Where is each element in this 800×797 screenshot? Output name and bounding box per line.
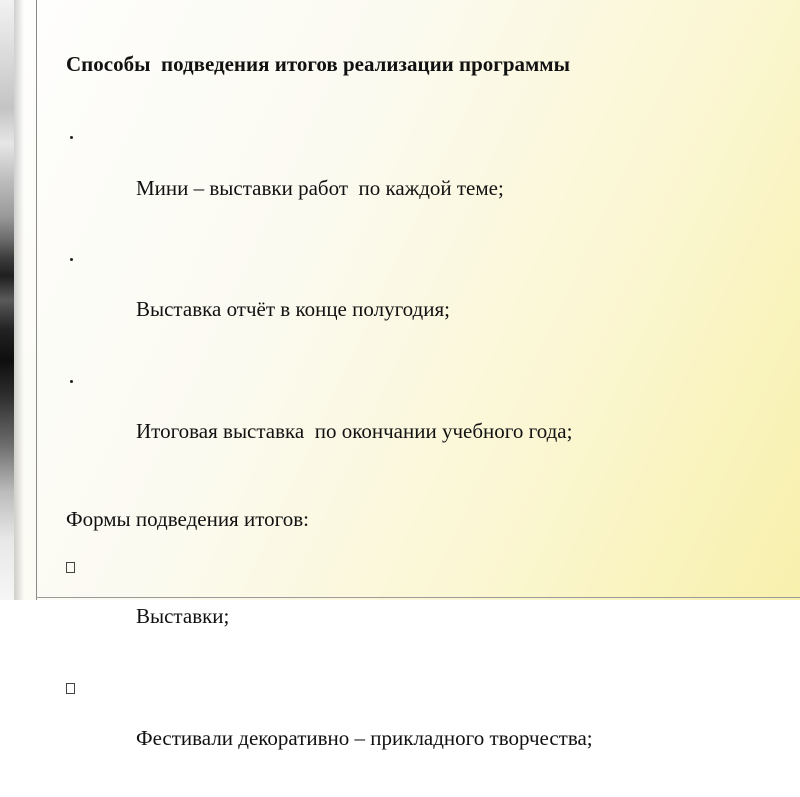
forms-heading: Формы подведения итогов: bbox=[66, 507, 309, 532]
forms-list bbox=[66, 554, 786, 777]
bullet-box-icon bbox=[66, 562, 75, 573]
slide-content bbox=[66, 52, 786, 797]
methods-item-text: Выставка отчёт в конце полугодия; bbox=[136, 297, 450, 322]
bullet-dot-icon bbox=[70, 136, 73, 139]
bullet-box-icon bbox=[66, 683, 75, 694]
methods-list bbox=[66, 125, 786, 469]
frame-line-left bbox=[36, 0, 37, 600]
slide-title: Способы подведения итогов реализации программы bbox=[66, 52, 571, 76]
left-strip-shadow bbox=[14, 0, 24, 600]
bullet-dot-icon bbox=[70, 380, 73, 383]
forms-list-item bbox=[66, 554, 786, 655]
left-decorative-strip bbox=[0, 0, 14, 600]
forms-item-text: Выставки; bbox=[136, 604, 230, 628]
bullet-dot-icon bbox=[70, 258, 73, 261]
methods-item-text: Мини – выставки работ по каждой теме; bbox=[136, 175, 504, 200]
methods-item-text: Итоговая выставка по окончании учебного года; bbox=[136, 419, 573, 444]
methods-list-item bbox=[66, 247, 786, 348]
methods-list-item bbox=[66, 369, 786, 470]
methods-list-item bbox=[66, 125, 786, 226]
forms-item-text: Фестивали декоративно – прикладного творчества; bbox=[136, 725, 593, 750]
forms-list-item bbox=[66, 675, 786, 776]
